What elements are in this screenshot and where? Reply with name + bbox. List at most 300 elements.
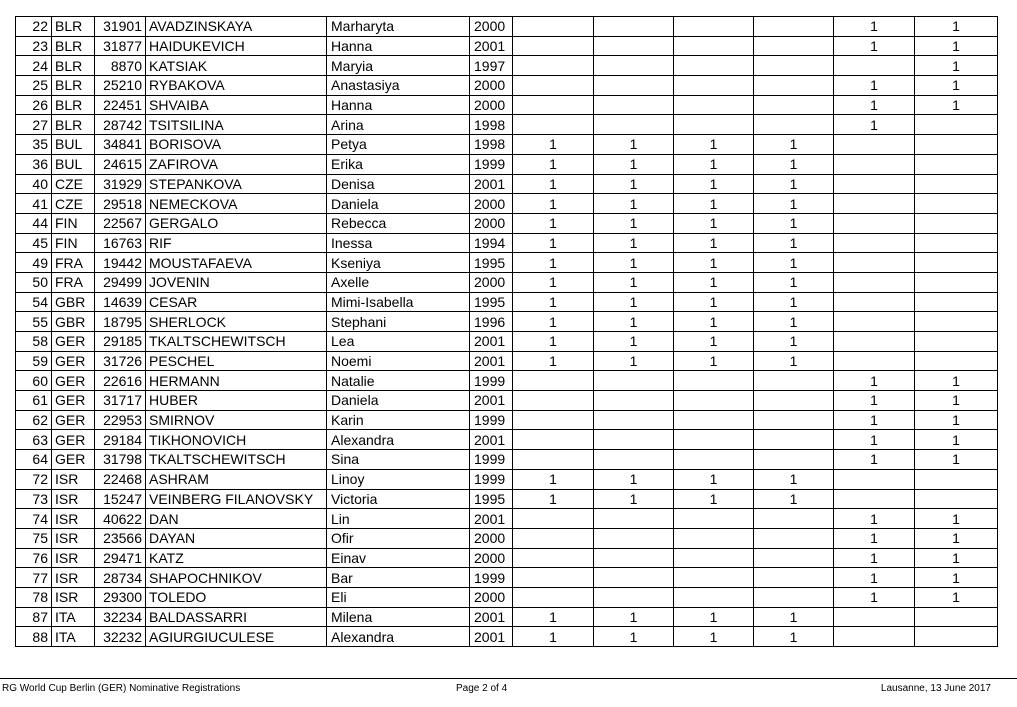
cell-licence-id: 28742 bbox=[95, 115, 146, 135]
cell-apparatus-3: 1 bbox=[674, 213, 754, 233]
cell-first-name: Lin bbox=[327, 509, 470, 529]
cell-apparatus-6: 1 bbox=[915, 95, 998, 115]
cell-surname: CESAR bbox=[146, 292, 327, 312]
cell-apparatus-3 bbox=[674, 56, 754, 76]
cell-apparatus-2: 1 bbox=[594, 253, 674, 273]
cell-apparatus-6: 1 bbox=[915, 36, 998, 56]
cell-apparatus-6 bbox=[915, 115, 998, 135]
cell-apparatus-4: 1 bbox=[754, 627, 834, 647]
cell-apparatus-5: 1 bbox=[834, 430, 915, 450]
cell-apparatus-3 bbox=[674, 76, 754, 96]
table-row bbox=[16, 76, 998, 96]
cell-apparatus-6 bbox=[915, 253, 998, 273]
cell-birth-year: 2000 bbox=[470, 587, 513, 607]
cell-licence-id: 31726 bbox=[95, 351, 146, 371]
cell-surname: PESCHEL bbox=[146, 351, 327, 371]
cell-licence-id: 16763 bbox=[95, 233, 146, 253]
cell-apparatus-6 bbox=[915, 312, 998, 332]
cell-apparatus-1: 1 bbox=[513, 135, 594, 155]
cell-nation: GER bbox=[52, 450, 95, 470]
cell-surname: HUBER bbox=[146, 391, 327, 411]
cell-apparatus-5: 1 bbox=[834, 371, 915, 391]
cell-apparatus-1 bbox=[513, 430, 594, 450]
cell-bib-number: 22 bbox=[16, 17, 52, 37]
table-row bbox=[16, 450, 998, 470]
cell-apparatus-5 bbox=[834, 56, 915, 76]
cell-licence-id: 31929 bbox=[95, 174, 146, 194]
cell-surname: ZAFIROVA bbox=[146, 154, 327, 174]
cell-apparatus-1: 1 bbox=[513, 351, 594, 371]
cell-bib-number: 74 bbox=[16, 509, 52, 529]
cell-surname: MOUSTAFAEVA bbox=[146, 253, 327, 273]
cell-surname: HERMANN bbox=[146, 371, 327, 391]
cell-bib-number: 78 bbox=[16, 587, 52, 607]
cell-apparatus-3 bbox=[674, 509, 754, 529]
table-row bbox=[16, 627, 998, 647]
cell-nation: FIN bbox=[52, 233, 95, 253]
cell-apparatus-1 bbox=[513, 95, 594, 115]
cell-apparatus-5 bbox=[834, 351, 915, 371]
cell-surname: RYBAKOVA bbox=[146, 76, 327, 96]
cell-first-name: Axelle bbox=[327, 272, 470, 292]
cell-apparatus-4: 1 bbox=[754, 253, 834, 273]
cell-licence-id: 23566 bbox=[95, 528, 146, 548]
cell-apparatus-5: 1 bbox=[834, 76, 915, 96]
cell-birth-year: 2001 bbox=[470, 36, 513, 56]
cell-first-name: Milena bbox=[327, 607, 470, 627]
cell-birth-year: 1994 bbox=[470, 233, 513, 253]
cell-apparatus-1 bbox=[513, 391, 594, 411]
cell-apparatus-6 bbox=[915, 272, 998, 292]
cell-apparatus-5 bbox=[834, 272, 915, 292]
cell-apparatus-2 bbox=[594, 568, 674, 588]
cell-bib-number: 44 bbox=[16, 213, 52, 233]
cell-apparatus-2 bbox=[594, 587, 674, 607]
cell-birth-year: 1995 bbox=[470, 489, 513, 509]
cell-surname: GERGALO bbox=[146, 213, 327, 233]
cell-nation: GER bbox=[52, 371, 95, 391]
cell-bib-number: 60 bbox=[16, 371, 52, 391]
cell-apparatus-1 bbox=[513, 56, 594, 76]
cell-bib-number: 64 bbox=[16, 450, 52, 470]
cell-nation: GER bbox=[52, 351, 95, 371]
cell-apparatus-5 bbox=[834, 154, 915, 174]
cell-nation: GER bbox=[52, 332, 95, 352]
cell-apparatus-6: 1 bbox=[915, 587, 998, 607]
cell-apparatus-3 bbox=[674, 17, 754, 37]
table-row bbox=[16, 312, 998, 332]
cell-apparatus-3: 1 bbox=[674, 135, 754, 155]
cell-apparatus-3: 1 bbox=[674, 253, 754, 273]
cell-first-name: Arina bbox=[327, 115, 470, 135]
cell-bib-number: 24 bbox=[16, 56, 52, 76]
cell-birth-year: 1999 bbox=[470, 450, 513, 470]
cell-apparatus-4 bbox=[754, 410, 834, 430]
cell-licence-id: 40622 bbox=[95, 509, 146, 529]
cell-birth-year: 1999 bbox=[470, 154, 513, 174]
cell-apparatus-2: 1 bbox=[594, 233, 674, 253]
cell-nation: FRA bbox=[52, 272, 95, 292]
cell-nation: FRA bbox=[52, 253, 95, 273]
cell-nation: FIN bbox=[52, 213, 95, 233]
cell-nation: CZE bbox=[52, 174, 95, 194]
cell-apparatus-1 bbox=[513, 587, 594, 607]
cell-nation: ISR bbox=[52, 548, 95, 568]
cell-apparatus-5 bbox=[834, 627, 915, 647]
cell-apparatus-3 bbox=[674, 115, 754, 135]
cell-bib-number: 49 bbox=[16, 253, 52, 273]
cell-nation: BLR bbox=[52, 56, 95, 76]
cell-apparatus-2: 1 bbox=[594, 607, 674, 627]
cell-bib-number: 58 bbox=[16, 332, 52, 352]
cell-apparatus-5: 1 bbox=[834, 528, 915, 548]
cell-birth-year: 2001 bbox=[470, 430, 513, 450]
cell-nation: ITA bbox=[52, 627, 95, 647]
cell-birth-year: 2000 bbox=[470, 548, 513, 568]
cell-licence-id: 15247 bbox=[95, 489, 146, 509]
cell-surname: AVADZINSKAYA bbox=[146, 17, 327, 37]
cell-bib-number: 41 bbox=[16, 194, 52, 214]
cell-first-name: Ofir bbox=[327, 528, 470, 548]
registrations-table-body bbox=[16, 17, 998, 647]
cell-surname: KATZ bbox=[146, 548, 327, 568]
cell-apparatus-5: 1 bbox=[834, 568, 915, 588]
cell-nation: BLR bbox=[52, 76, 95, 96]
cell-apparatus-2 bbox=[594, 17, 674, 37]
cell-apparatus-1: 1 bbox=[513, 332, 594, 352]
cell-apparatus-3: 1 bbox=[674, 154, 754, 174]
cell-bib-number: 72 bbox=[16, 469, 52, 489]
cell-apparatus-6: 1 bbox=[915, 410, 998, 430]
cell-apparatus-2: 1 bbox=[594, 627, 674, 647]
cell-apparatus-6: 1 bbox=[915, 528, 998, 548]
cell-surname: DAN bbox=[146, 509, 327, 529]
cell-apparatus-1: 1 bbox=[513, 292, 594, 312]
table-row bbox=[16, 391, 998, 411]
table-row bbox=[16, 528, 998, 548]
cell-apparatus-6 bbox=[915, 233, 998, 253]
cell-apparatus-4 bbox=[754, 17, 834, 37]
table-row bbox=[16, 135, 998, 155]
cell-first-name: Alexandra bbox=[327, 627, 470, 647]
table-row bbox=[16, 410, 998, 430]
cell-apparatus-4: 1 bbox=[754, 607, 834, 627]
cell-nation: GER bbox=[52, 430, 95, 450]
cell-nation: ISR bbox=[52, 469, 95, 489]
cell-apparatus-2 bbox=[594, 371, 674, 391]
cell-licence-id: 29185 bbox=[95, 332, 146, 352]
cell-surname: TKALTSCHEWITSCH bbox=[146, 332, 327, 352]
cell-apparatus-6: 1 bbox=[915, 548, 998, 568]
table-row bbox=[16, 587, 998, 607]
cell-apparatus-1: 1 bbox=[513, 272, 594, 292]
cell-birth-year: 2000 bbox=[470, 528, 513, 548]
cell-birth-year: 2000 bbox=[470, 194, 513, 214]
cell-birth-year: 1995 bbox=[470, 253, 513, 273]
cell-apparatus-3: 1 bbox=[674, 194, 754, 214]
cell-birth-year: 2001 bbox=[470, 627, 513, 647]
cell-first-name: Noemi bbox=[327, 351, 470, 371]
cell-surname: SHVAIBA bbox=[146, 95, 327, 115]
cell-first-name: Sina bbox=[327, 450, 470, 470]
cell-first-name: Eli bbox=[327, 587, 470, 607]
cell-bib-number: 55 bbox=[16, 312, 52, 332]
cell-apparatus-4: 1 bbox=[754, 154, 834, 174]
footer-rule bbox=[0, 678, 1017, 679]
cell-birth-year: 2001 bbox=[470, 332, 513, 352]
cell-apparatus-2 bbox=[594, 76, 674, 96]
cell-surname: STEPANKOVA bbox=[146, 174, 327, 194]
cell-apparatus-5 bbox=[834, 135, 915, 155]
cell-apparatus-6 bbox=[915, 332, 998, 352]
cell-apparatus-6 bbox=[915, 489, 998, 509]
cell-licence-id: 32232 bbox=[95, 627, 146, 647]
cell-nation: BUL bbox=[52, 154, 95, 174]
cell-apparatus-3: 1 bbox=[674, 351, 754, 371]
cell-apparatus-2: 1 bbox=[594, 469, 674, 489]
cell-first-name: Einav bbox=[327, 548, 470, 568]
cell-apparatus-5: 1 bbox=[834, 36, 915, 56]
cell-surname: SMIRNOV bbox=[146, 410, 327, 430]
cell-bib-number: 76 bbox=[16, 548, 52, 568]
table-row bbox=[16, 469, 998, 489]
cell-apparatus-4 bbox=[754, 450, 834, 470]
cell-nation: GER bbox=[52, 410, 95, 430]
cell-first-name: Petya bbox=[327, 135, 470, 155]
cell-apparatus-1: 1 bbox=[513, 213, 594, 233]
cell-surname: TSITSILINA bbox=[146, 115, 327, 135]
cell-licence-id: 24615 bbox=[95, 154, 146, 174]
cell-apparatus-4 bbox=[754, 371, 834, 391]
cell-surname: TOLEDO bbox=[146, 587, 327, 607]
cell-apparatus-3 bbox=[674, 587, 754, 607]
cell-apparatus-6: 1 bbox=[915, 76, 998, 96]
cell-bib-number: 61 bbox=[16, 391, 52, 411]
cell-apparatus-5: 1 bbox=[834, 391, 915, 411]
cell-apparatus-3: 1 bbox=[674, 174, 754, 194]
cell-apparatus-2 bbox=[594, 95, 674, 115]
cell-apparatus-4 bbox=[754, 95, 834, 115]
cell-apparatus-4: 1 bbox=[754, 174, 834, 194]
cell-first-name: Rebecca bbox=[327, 213, 470, 233]
cell-apparatus-2: 1 bbox=[594, 154, 674, 174]
cell-apparatus-3 bbox=[674, 450, 754, 470]
cell-apparatus-3 bbox=[674, 548, 754, 568]
cell-first-name: Maryia bbox=[327, 56, 470, 76]
cell-surname: DAYAN bbox=[146, 528, 327, 548]
table-row bbox=[16, 272, 998, 292]
cell-apparatus-5 bbox=[834, 253, 915, 273]
cell-surname: SHAPOCHNIKOV bbox=[146, 568, 327, 588]
cell-apparatus-2: 1 bbox=[594, 292, 674, 312]
cell-first-name: Karin bbox=[327, 410, 470, 430]
cell-bib-number: 87 bbox=[16, 607, 52, 627]
cell-first-name: Inessa bbox=[327, 233, 470, 253]
cell-apparatus-3 bbox=[674, 95, 754, 115]
cell-apparatus-3: 1 bbox=[674, 292, 754, 312]
cell-bib-number: 50 bbox=[16, 272, 52, 292]
cell-birth-year: 1996 bbox=[470, 312, 513, 332]
cell-apparatus-1 bbox=[513, 371, 594, 391]
cell-apparatus-6 bbox=[915, 469, 998, 489]
table-row bbox=[16, 154, 998, 174]
cell-apparatus-2: 1 bbox=[594, 489, 674, 509]
cell-apparatus-1: 1 bbox=[513, 154, 594, 174]
cell-apparatus-5 bbox=[834, 213, 915, 233]
cell-licence-id: 29471 bbox=[95, 548, 146, 568]
cell-apparatus-3: 1 bbox=[674, 627, 754, 647]
cell-apparatus-5 bbox=[834, 312, 915, 332]
cell-apparatus-3 bbox=[674, 36, 754, 56]
cell-licence-id: 29518 bbox=[95, 194, 146, 214]
cell-apparatus-3: 1 bbox=[674, 272, 754, 292]
cell-apparatus-6 bbox=[915, 194, 998, 214]
cell-apparatus-3: 1 bbox=[674, 469, 754, 489]
cell-birth-year: 1998 bbox=[470, 115, 513, 135]
cell-apparatus-1 bbox=[513, 36, 594, 56]
cell-apparatus-5: 1 bbox=[834, 95, 915, 115]
cell-birth-year: 2000 bbox=[470, 76, 513, 96]
cell-apparatus-1 bbox=[513, 17, 594, 37]
cell-nation: CZE bbox=[52, 194, 95, 214]
cell-apparatus-5: 1 bbox=[834, 509, 915, 529]
cell-first-name: Daniela bbox=[327, 391, 470, 411]
cell-birth-year: 2001 bbox=[470, 509, 513, 529]
cell-nation: ISR bbox=[52, 568, 95, 588]
table-row bbox=[16, 430, 998, 450]
cell-birth-year: 2000 bbox=[470, 17, 513, 37]
cell-apparatus-1: 1 bbox=[513, 627, 594, 647]
cell-apparatus-2 bbox=[594, 56, 674, 76]
cell-apparatus-4 bbox=[754, 115, 834, 135]
cell-nation: GER bbox=[52, 391, 95, 411]
cell-birth-year: 2001 bbox=[470, 391, 513, 411]
cell-bib-number: 27 bbox=[16, 115, 52, 135]
cell-apparatus-1 bbox=[513, 76, 594, 96]
cell-apparatus-3 bbox=[674, 568, 754, 588]
cell-first-name: Denisa bbox=[327, 174, 470, 194]
cell-apparatus-3: 1 bbox=[674, 332, 754, 352]
cell-apparatus-1 bbox=[513, 450, 594, 470]
cell-apparatus-1: 1 bbox=[513, 174, 594, 194]
cell-licence-id: 18795 bbox=[95, 312, 146, 332]
cell-licence-id: 31798 bbox=[95, 450, 146, 470]
cell-licence-id: 22451 bbox=[95, 95, 146, 115]
cell-apparatus-1: 1 bbox=[513, 489, 594, 509]
cell-bib-number: 63 bbox=[16, 430, 52, 450]
cell-apparatus-6: 1 bbox=[915, 450, 998, 470]
cell-apparatus-3 bbox=[674, 430, 754, 450]
cell-birth-year: 2000 bbox=[470, 213, 513, 233]
cell-birth-year: 1997 bbox=[470, 56, 513, 76]
cell-apparatus-1 bbox=[513, 410, 594, 430]
table-row bbox=[16, 607, 998, 627]
cell-nation: ISR bbox=[52, 489, 95, 509]
cell-apparatus-6: 1 bbox=[915, 56, 998, 76]
cell-surname: AGIURGIUCULESE bbox=[146, 627, 327, 647]
cell-apparatus-2: 1 bbox=[594, 135, 674, 155]
cell-bib-number: 25 bbox=[16, 76, 52, 96]
footer-event-title: RG World Cup Berlin (GER) Nominative Registrations bbox=[2, 683, 241, 694]
cell-licence-id: 25210 bbox=[95, 76, 146, 96]
cell-apparatus-6: 1 bbox=[915, 17, 998, 37]
cell-apparatus-5: 1 bbox=[834, 548, 915, 568]
cell-apparatus-4 bbox=[754, 391, 834, 411]
cell-apparatus-6 bbox=[915, 174, 998, 194]
cell-apparatus-4 bbox=[754, 509, 834, 529]
cell-apparatus-4: 1 bbox=[754, 312, 834, 332]
cell-apparatus-4: 1 bbox=[754, 469, 834, 489]
cell-licence-id: 8870 bbox=[95, 56, 146, 76]
cell-surname: JOVENIN bbox=[146, 272, 327, 292]
cell-apparatus-3 bbox=[674, 371, 754, 391]
cell-apparatus-6 bbox=[915, 135, 998, 155]
cell-apparatus-4 bbox=[754, 56, 834, 76]
cell-apparatus-1 bbox=[513, 115, 594, 135]
cell-apparatus-4: 1 bbox=[754, 489, 834, 509]
cell-apparatus-5 bbox=[834, 194, 915, 214]
cell-surname: BORISOVA bbox=[146, 135, 327, 155]
table-row bbox=[16, 56, 998, 76]
cell-apparatus-6: 1 bbox=[915, 509, 998, 529]
cell-bib-number: 40 bbox=[16, 174, 52, 194]
cell-apparatus-1: 1 bbox=[513, 253, 594, 273]
cell-apparatus-5 bbox=[834, 233, 915, 253]
cell-nation: BUL bbox=[52, 135, 95, 155]
cell-birth-year: 1999 bbox=[470, 568, 513, 588]
cell-apparatus-3: 1 bbox=[674, 489, 754, 509]
cell-apparatus-5 bbox=[834, 174, 915, 194]
cell-apparatus-4: 1 bbox=[754, 233, 834, 253]
cell-licence-id: 29184 bbox=[95, 430, 146, 450]
cell-apparatus-1 bbox=[513, 528, 594, 548]
cell-bib-number: 88 bbox=[16, 627, 52, 647]
cell-nation: BLR bbox=[52, 36, 95, 56]
cell-first-name: Anastasiya bbox=[327, 76, 470, 96]
cell-first-name: Kseniya bbox=[327, 253, 470, 273]
cell-licence-id: 22616 bbox=[95, 371, 146, 391]
cell-first-name: Mimi-Isabella bbox=[327, 292, 470, 312]
cell-nation: ITA bbox=[52, 607, 95, 627]
cell-apparatus-4 bbox=[754, 430, 834, 450]
cell-first-name: Hanna bbox=[327, 36, 470, 56]
cell-surname: NEMECKOVA bbox=[146, 194, 327, 214]
cell-birth-year: 1999 bbox=[470, 469, 513, 489]
cell-apparatus-5: 1 bbox=[834, 17, 915, 37]
cell-first-name: Alexandra bbox=[327, 430, 470, 450]
cell-apparatus-2: 1 bbox=[594, 351, 674, 371]
cell-licence-id: 32234 bbox=[95, 607, 146, 627]
cell-apparatus-6 bbox=[915, 627, 998, 647]
cell-apparatus-6: 1 bbox=[915, 568, 998, 588]
cell-bib-number: 59 bbox=[16, 351, 52, 371]
cell-apparatus-2 bbox=[594, 391, 674, 411]
cell-licence-id: 31717 bbox=[95, 391, 146, 411]
table-row bbox=[16, 174, 998, 194]
cell-first-name: Hanna bbox=[327, 95, 470, 115]
cell-apparatus-3: 1 bbox=[674, 233, 754, 253]
cell-licence-id: 29499 bbox=[95, 272, 146, 292]
cell-surname: RIF bbox=[146, 233, 327, 253]
cell-apparatus-5: 1 bbox=[834, 587, 915, 607]
cell-bib-number: 35 bbox=[16, 135, 52, 155]
cell-licence-id: 34841 bbox=[95, 135, 146, 155]
cell-surname: KATSIAK bbox=[146, 56, 327, 76]
cell-licence-id: 22953 bbox=[95, 410, 146, 430]
cell-birth-year: 2000 bbox=[470, 272, 513, 292]
cell-birth-year: 1999 bbox=[470, 371, 513, 391]
cell-apparatus-1 bbox=[513, 548, 594, 568]
